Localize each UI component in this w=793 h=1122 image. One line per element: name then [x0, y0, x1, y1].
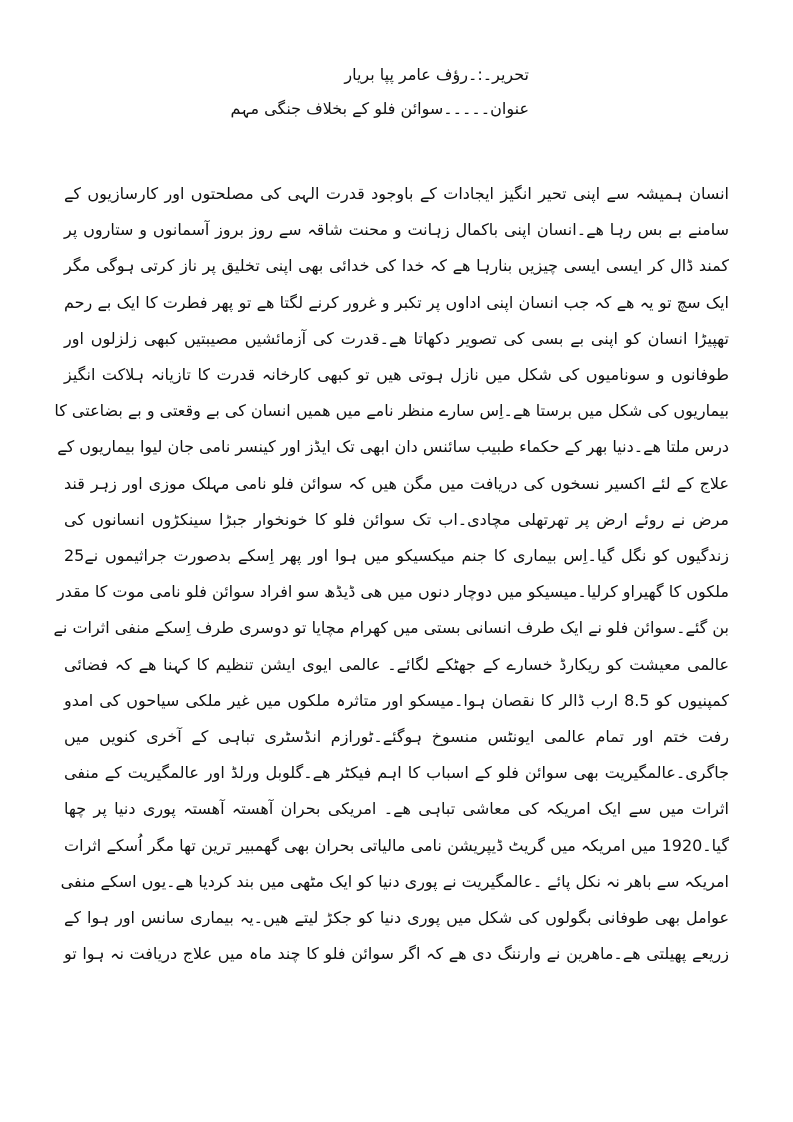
body-line: تھپیڑا انسان کو اپنی بے بسی کی تصویر دکھاتا ھے۔قدرت کی آزمائشیں مصیبتیں کبھی زلزلوں اور — [64, 328, 729, 348]
body-line: بیماریوں کی شکل میں برستا ھے۔اِس سارے منظر نامے میں ھمیں انسان کی بے وقعتی و بے بضاعتی کا — [54, 401, 729, 421]
body-line: گیا۔1920 میں امریکہ میں گریٹ ڈیپریشن نامی مالیاتی بحران بھی گھمبیر ترین تھا مگر اُسکے اثرات — [64, 835, 729, 855]
body-line: طوفانوں و سونامیوں کی شکل میں نازل ہوتی ھیں تو کبھی کارخانہ قدرت کا تازیانہ ہلاکت انگیز — [64, 365, 729, 385]
body-line: علاج کے لئے اکسیر نسخوں کی دریافت میں مگن ھیں کہ سوائن فلو نامی مہلک موزی اور زہر قند — [64, 473, 729, 493]
body-line: کمپنیوں کو 8.5 ارب ڈالر کا نقصان ہوا۔میسکو اور متاثرہ ملکوں میں غیر ملکی سیاحوں کی امدو — [64, 690, 730, 710]
body-line: امریکہ سے باھر نہ نکل پائے ۔عالمگیریت نے پوری دنیا کو ایک مٹھی میں بند کردیا ھے۔یوں اسکے منفی — [60, 871, 729, 891]
body-line: جاگری۔عالمگیریت بھی سوائن فلو کے اسباب کا اہم فیکٹر ھے۔گلوبل ورلڈ اور عالمگیریت کے منفی — [64, 763, 729, 783]
body-line: اثرات میں سے ایک امریکہ کی معاشی تباہی ھے۔ امریکی بحران آھستہ آھستہ پوری دنیا پر چھا — [64, 799, 729, 819]
body-line: زریعے پھیلتی ھے۔ماھرین نے وارننگ دی ھے کہ اگر سوائن فلو کا چند ماہ میں علاج دریافت نہ ہوا تو — [64, 944, 729, 964]
title-line: عنوان۔۔۔۔۔سوائن فلو کے بخلاف جنگی مہم — [230, 99, 529, 118]
body-line: زندگیوں کو نگل گیا۔اِس بیماری کا جنم میکسیکو میں ہوا اور پھر اِسکے بدصورت جراثیموں نے25 — [64, 546, 729, 566]
body-line: سامنے بے بس رہا ھے۔انسان اپنی باکمال زہانت و محنت شاقہ سے روز بروز آسمانوں و ستاروں پر — [64, 220, 729, 240]
body-line: انسان ہمیشہ سے اپنی تحیر انگیز ایجادات کے باوجود قدرت الہی کی مصلحتوں اور کارسازیوں کے — [64, 184, 729, 203]
article-header — [209, 58, 529, 126]
article-body — [53, 176, 730, 972]
body-line: درس ملتا ھے۔دنیا بھر کے حکماء طبیب سائنس دان ابھی تک ایڈز اور کینسر نامی جان لیوا بیماریوں کے — [57, 437, 729, 457]
body-line: عالمی معیشت کو ریکارڈ خسارے کے جھٹکے لگائے۔ عالمی ایوی ایشن تنظیم کا کہنا ھے کہ فضائی — [64, 654, 729, 674]
body-line: کمند ڈال کر ایسی ایسی چیزیں بنارہا ھے کہ خدا کی خدائی بھی اپنی تخلیق پر ناز کرتی ہوگی مگر — [64, 256, 729, 276]
body-line: بن گئے۔سوائن فلو نے ایک طرف انسانی بستی میں کھرام مچایا تو دوسری طرف اِسکے منفی اثرات نے — [53, 618, 729, 638]
author-line: تحریر۔:۔رؤف عامر پپا بریار — [344, 65, 529, 84]
body-line: ملکوں کا گھیراو کرلیا۔میسیکو میں دوچار دنوں میں ھی ڈیڈھ سو افراد سوائن فلو نامی موت کا مقدر — [56, 582, 729, 602]
body-line: عوامل بھی طوفانی بگولوں کی شکل میں پوری دنیا کو جکڑ لیتے ھیں۔یہ بیماری سانس اور ہوا کے — [64, 908, 729, 928]
body-line: مرض نے روئے ارض پر تھرتھلی مچادی۔اب تک سوائن فلو کا خونخوار جبڑا سینکڑوں انسانوں کی — [64, 509, 730, 529]
body-line: رفت ختم اور تمام عالمی ایونٹس منسوخ ہوگئے۔ٹورازم انڈسٹری تباہی کے آخری کنویں میں — [64, 727, 729, 747]
body-line: ایک سچ تو یہ ھے کہ جب انسان اپنی اداوں پر تکبر و غرور کرنے لگتا ھے تو پھر فطرت کا ایک بے رحم — [64, 292, 729, 312]
